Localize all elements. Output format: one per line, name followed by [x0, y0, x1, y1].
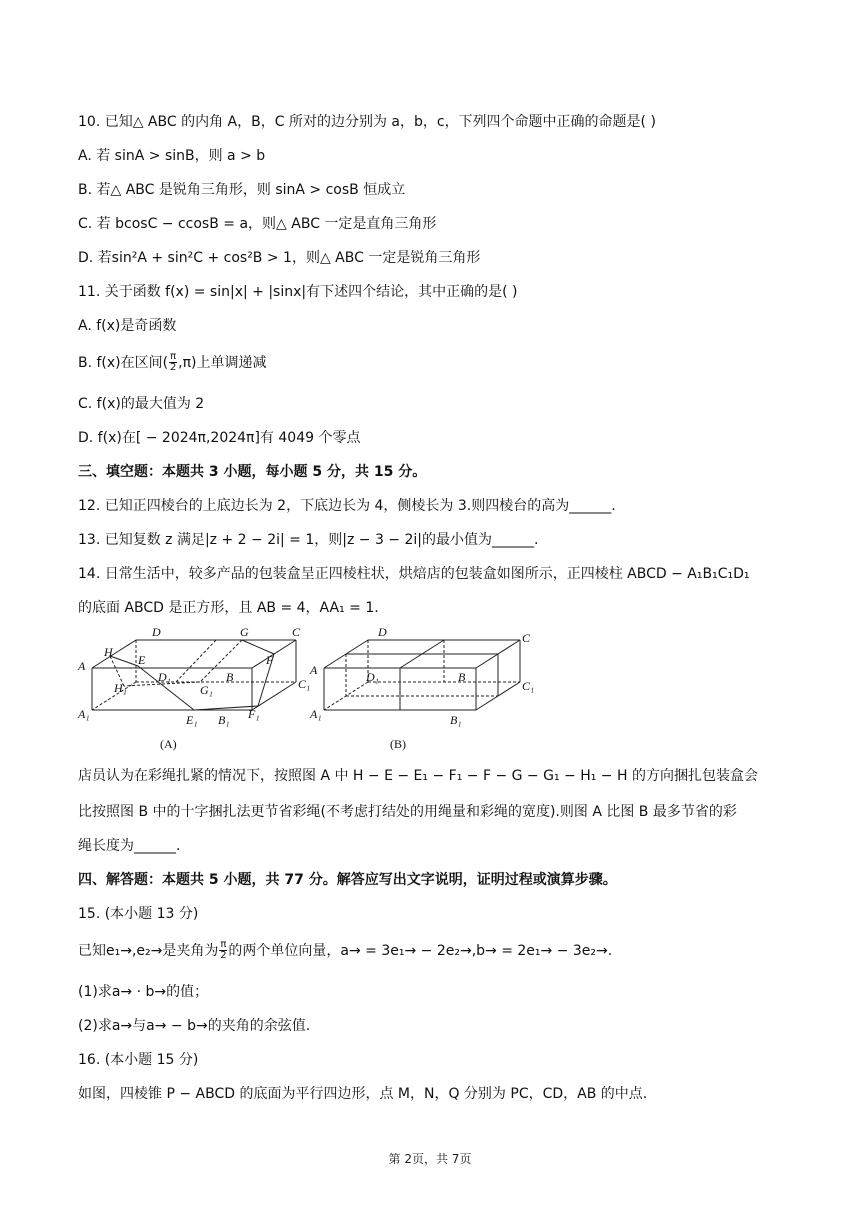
- fig-a-label-e1: E₁: [186, 713, 198, 727]
- q11-option-b-prefix: B. f(x)在区间(: [78, 354, 169, 371]
- q15-stem-suffix: 的两个单位向量，a→ = 3e₁→ − 2e₂→,b→ = 2e₁→ − 3e₂→.: [228, 942, 613, 959]
- q10-option-d: D. 若sin²A + sin²C + cos²B > 1，则△ ABC 一定是锐角三角形: [78, 250, 481, 266]
- q11-fraction-denominator: 2: [169, 362, 177, 373]
- q11-option-a: A. f(x)是奇函数: [78, 318, 177, 334]
- q15-fraction: [219, 940, 227, 961]
- q14-figure-b: [302, 624, 542, 754]
- q13-text: 13. 已知复数 z 满足|z + 2 − 2i| = 1，则|z − 3 − 2i|的最小值为______.: [78, 532, 539, 548]
- q14-after-line-3: 绳长度为______.: [78, 838, 181, 854]
- q15-fraction-numerator: π: [220, 939, 227, 950]
- fig-a-label-b1: B₁: [218, 713, 230, 727]
- q11-fraction-numerator: π: [170, 351, 177, 362]
- page-footer: 第 2页，共 7页: [388, 1152, 472, 1166]
- fig-a-label-b: B: [226, 670, 234, 684]
- fig-a-label-c: C: [292, 625, 301, 639]
- fig-b-label-a: A: [310, 663, 318, 677]
- q15-stem-prefix: 已知e₁→,e₂→是夹角为: [78, 942, 219, 959]
- q14-after-line-2: 比按照图 B 中的十字捆扎法更节省彩绳(不考虑打结处的用绳量和彩绳的宽度).则图 A 比图 B 最多节省的彩: [78, 804, 737, 820]
- q12-text: 12. 已知正四棱台的上底边长为 2，下底边长为 4，侧棱长为 3.则四棱台的高为______.: [78, 498, 616, 514]
- q16-header: 16. (本小题 15 分): [78, 1052, 199, 1068]
- q15-fraction-denominator: 2: [220, 950, 227, 961]
- fig-b-label-b: B: [458, 670, 466, 684]
- q11-option-b-suffix: ,π)上单调递减: [178, 354, 267, 371]
- fig-b-label-a1: A₁: [310, 707, 322, 721]
- fig-a-label-d: D: [152, 625, 161, 639]
- fig-b-label-d1: D₁: [366, 670, 379, 684]
- fig-a-label-a: A: [78, 659, 86, 673]
- q15-part-2: (2)求a→与a→ − b→的夹角的余弦值.: [78, 1018, 311, 1034]
- q15-stem: [78, 940, 612, 961]
- q11-option-b: [78, 352, 266, 373]
- fig-b-caption: (B): [390, 737, 406, 751]
- fig-a-label-g: G: [240, 625, 249, 639]
- fig-b-label-b1: B₁: [450, 713, 462, 727]
- fig-a-label-h1: H₁: [114, 681, 127, 695]
- q15-part-1: (1)求a→ · b→的值；: [78, 984, 209, 1000]
- q10-option-c: C. 若 bcosC − ccosB = a，则△ ABC 一定是直角三角形: [78, 216, 437, 232]
- q10-option-b: B. 若△ ABC 是锐角三角形，则 sinA > cosB 恒成立: [78, 182, 406, 198]
- q14-after-line-1: 店员认为在彩绳扎紧的情况下，按照图 A 中 H − E − E₁ − F₁ − F − G − G₁ − H₁ − H 的方向捆扎包装盒会: [78, 768, 758, 784]
- fig-a-label-c1: C₁: [298, 677, 311, 691]
- fig-a-label-d1: D₁: [158, 670, 171, 684]
- fig-a-label-h: H: [104, 645, 113, 659]
- fig-a-label-f1: F₁: [248, 707, 260, 721]
- q11-stem: 11. 关于函数 f(x) = sin|x| + |sinx|有下述四个结论，其中正确的是( ): [78, 284, 518, 300]
- q11-fraction: [169, 352, 177, 373]
- q10-option-a: A. 若 sinA > sinB，则 a > b: [78, 148, 266, 164]
- section-4-heading: 四、解答题：本题共 5 小题，共 77 分。解答应写出文字说明，证明过程或演算步骤。: [78, 872, 617, 888]
- fig-a-label-g1: G₁: [200, 683, 213, 697]
- q10-stem: 10. 已知△ ABC 的内角 A，B，C 所对的边分别为 a，b，c，下列四个命题中正确的命题是( ): [78, 114, 656, 130]
- fig-a-label-e: E: [138, 653, 146, 667]
- section-3-heading: 三、填空题：本题共 3 小题，每小题 5 分，共 15 分。: [78, 464, 427, 480]
- q14-line-1: 14. 日常生活中，较多产品的包装盒呈正四棱柱状，烘焙店的包装盒如图所示，正四棱柱 ABCD − A₁B₁C₁D₁: [78, 566, 750, 582]
- q14-line-2: 的底面 ABCD 是正方形，且 AB = 4，AA₁ = 1.: [78, 600, 379, 616]
- fig-b-label-d: D: [378, 625, 387, 639]
- fig-a-caption: (A): [160, 737, 177, 751]
- fig-b-label-c1: C₁: [522, 679, 535, 693]
- q14-figure-a: [76, 624, 312, 754]
- q15-header: 15. (本小题 13 分): [78, 906, 199, 922]
- fig-a-label-f: F: [266, 653, 274, 667]
- fig-a-label-a1: A₁: [78, 707, 90, 721]
- q16-stem: 如图，四棱锥 P − ABCD 的底面为平行四边形，点 M，N，Q 分别为 PC，CD，AB 的中点.: [78, 1086, 648, 1102]
- q11-option-d: D. f(x)在[ − 2024π,2024π]有 4049 个零点: [78, 430, 361, 446]
- fig-b-label-c: C: [522, 631, 531, 645]
- q11-option-c: C. f(x)的最大值为 2: [78, 396, 205, 412]
